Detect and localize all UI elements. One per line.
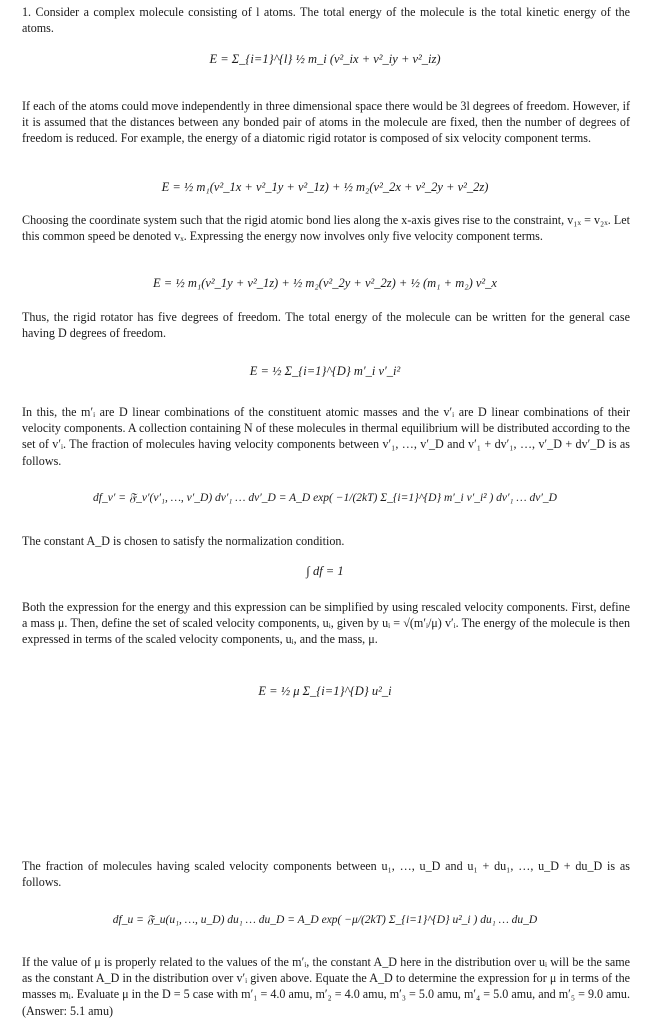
equation-scaled-energy: E = ½ μ Σ_{i=1}^{D} u²_i: [258, 684, 392, 698]
paragraph-rescaled-velocities: Both the expression for the energy and this expression can be simplified by using rescaled velocity components. First, define a mass μ. Then, define the set of scaled velocity components, uᵢ, given by uᵢ = √(m′ᵢ/μ) v′ᵢ. The energy of the molecule is then expressed in terms of the scaled velocity components, uᵢ, and the mass, μ.: [22, 600, 630, 647]
equation-distribution-u: df_u = 𝔉_u(u₁, …, u_D) du₁ … du_D = A_D exp( −μ/(2kT) Σ_{i=1}^{D} u²_i ) du₁ … du_D: [112, 914, 538, 926]
paragraph-constraint: Choosing the coordinate system such that the rigid atomic bond lies along the x-axis gives rise to the constraint, v₁ₓ = v₂ₓ. Let this common speed be denoted vₓ. Expressing the energy now involves only five velocity component terms.: [22, 213, 630, 244]
problem-intro-text: Consider a complex molecule consisting of l atoms. The total energy of the molecule is the total kinetic energy of the atoms.: [22, 5, 630, 36]
paragraph-velocity-distribution: In this, the m′ᵢ are D linear combinations of the constituent atomic masses and the v′ᵢ are D linear combinations of their velocity components. A collection containing N of these molecules in thermal equilibrium will be distributed according to the set of v′ᵢ. The fraction of molecules having velocity components between v′₁, …, v′_D and v′₁ + dv′₁, …, v′_D + dv′_D is as follows.: [22, 405, 630, 468]
paragraph-general-case: Thus, the rigid rotator has five degrees of freedom. The total energy of the molecule can be written for the general case having D degrees of freedom.: [22, 310, 630, 341]
paragraph-evaluate-mu: If the value of μ is properly related to the values of the m′ᵢ, the constant A_D here in the distribution over uᵢ will be the same as the constant A_D in the distribution over v′ᵢ given above. Equate the A_D to determine the expression for μ in terms of the masses mᵢ. Evaluate μ in the D = 5 case with m′₁ = 4.0 amu, m′₂ = 4.0 amu, m′₃ = 5.0 amu, m′₄ = 5.0 amu, and m′₅ = 9.0 amu. (Answer: 5.1 amu): [22, 955, 630, 1018]
equation-diatomic-energy: E = ½ m₁(v²_1x + v²_1y + v²_1z) + ½ m₂(v²_2x + v²_2y + v²_2z): [161, 180, 489, 194]
equation-distribution-v: df_v′ = 𝔉_v′(v′₁, …, v′_D) dv′₁ … dv′_D = A_D exp( −1/(2kT) Σ_{i=1}^{D} m′_i v′_i² ) dv′₁ … dv′_D: [93, 492, 557, 504]
equation-total-energy: E = Σ_{i=1}^{l} ½ m_i (v²_ix + v²_iy + v²_iz): [209, 52, 441, 66]
paragraph-normalization: The constant A_D is chosen to satisfy the normalization condition.: [22, 534, 345, 548]
equation-normalization: ∫ df = 1: [306, 564, 344, 578]
paragraph-degrees-of-freedom: If each of the atoms could move independently in three dimensional space there would be 3l degrees of freedom. However, if it is assumed that the distances between any bonded pair of atoms in the molecule are fixed, then the number of degrees of freedom is reduced. For example, the energy of a diatomic rigid rotator is composed of six velocity component terms.: [22, 99, 630, 146]
problem-intro: [22, 4, 630, 36]
equation-general-energy: E = ½ Σ_{i=1}^{D} m′_i v′_i²: [249, 364, 401, 378]
document-page-bottom: [0, 780, 650, 1024]
paragraph-scaled-distribution: The fraction of molecules having scaled velocity components between u₁, …, u_D and u₁ + du₁, …, u_D + du_D is as follows.: [22, 859, 630, 890]
problem-number: 1.: [22, 5, 32, 19]
equation-rotator-energy: E = ½ m₁(v²_1y + v²_1z) + ½ m₂(v²_2y + v²_2z) + ½ (m₁ + m₂) v²_x: [153, 276, 497, 290]
